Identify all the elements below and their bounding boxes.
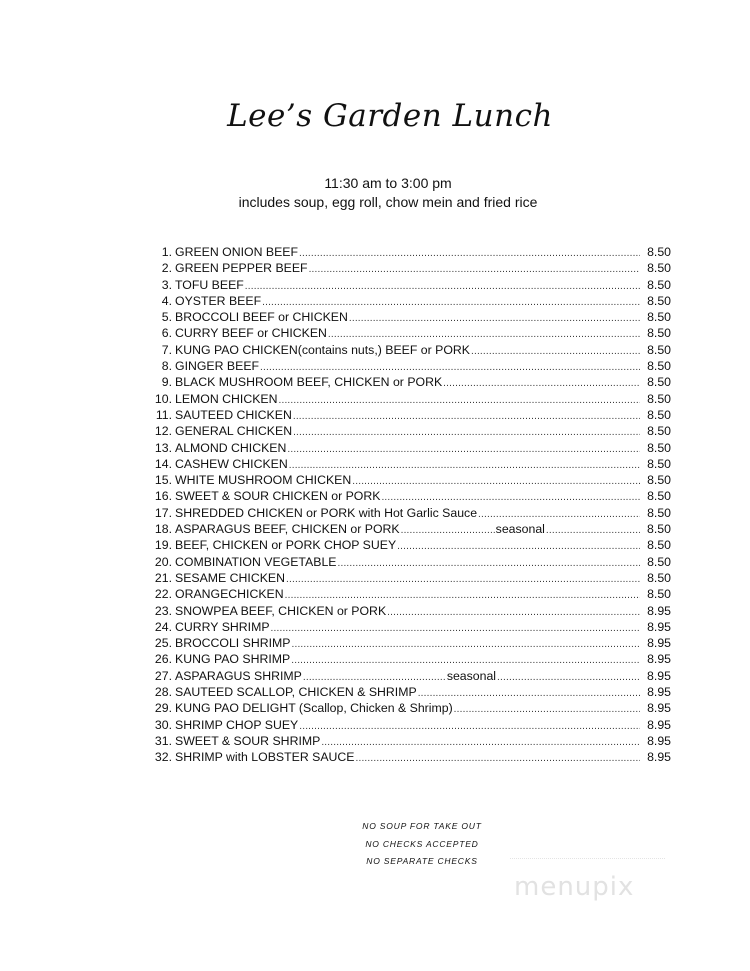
menu-item [148,651,671,667]
dot-leader [381,490,640,504]
menu-item [148,554,671,570]
menu-item-price: 8.50 [647,391,671,406]
menu-item-price: 8.50 [647,375,671,390]
watermark-rule [510,858,665,860]
menu-item-name: LEMON CHICKEN [175,391,278,406]
dot-leader [285,588,640,602]
menupix-watermark: menupix [514,872,635,902]
menu-item-price: 8.50 [647,245,671,259]
menu-item-price: 8.50 [647,456,671,471]
menu-item-number: 15. [154,473,172,488]
menu-item [148,260,671,276]
menu-item-name: CURRY SHRIMP [175,619,270,634]
menu-item [148,309,671,325]
dot-leader [321,735,640,749]
menu-item-price: 8.50 [647,293,671,308]
menu-item [148,293,671,309]
menu-item-name: SESAME CHICKEN [175,570,286,585]
dot-leader [352,474,640,488]
dot-leader [401,523,495,537]
menu-item [148,342,671,358]
menu-item [148,603,671,619]
menu-item-name: BROCCOLI SHRIMP [175,636,291,651]
menu-item-name: BLACK MUSHROOM BEEF, CHICKEN or PORK [175,375,443,390]
dot-leader [356,751,641,765]
menu-item-number: 11. [155,407,172,422]
lunch-includes: includes soup, egg roll, chow mein and fried rice [238,194,538,210]
dot-leader [454,702,640,716]
dot-leader [443,376,640,390]
menu-item-price: 8.50 [647,310,671,325]
dot-leader [328,327,640,341]
menu-item [148,488,671,504]
menu-item-name: SNOWPEA BEEF, CHICKEN or PORK [175,603,387,618]
menu-item [148,717,671,733]
menu-item-number: 8. [161,359,172,374]
menu-item-number: 23. [154,603,172,618]
menu-item-name: GENERAL CHICKEN [175,424,293,439]
menu-item-name: SWEET & SOUR CHICKEN or PORK [175,489,381,504]
menu-item-price: 8.50 [647,440,671,455]
menu-item-price: 8.95 [647,636,671,651]
menu-item [148,456,671,472]
menu-item-number: 13. [154,440,172,455]
dot-leader [293,425,640,439]
menu-item-number: 10. [154,391,172,406]
menu-item-number: 26. [154,652,172,667]
menu-item-name: ORANGECHICKEN [175,587,284,602]
dot-leader [309,262,640,276]
dot-leader [299,246,640,260]
menu-item [148,391,671,407]
menu-item-name: KUNG PAO DELIGHT (Scallop, Chicken & Shrimp) [175,701,453,716]
dot-leader [287,442,640,456]
menu-item-number: 5. [161,310,172,325]
menu-item [148,570,671,586]
menu-item-price: 8.95 [647,603,671,618]
dot-leader [349,311,640,325]
dot-leader [289,458,640,472]
menu-item-number: 19. [154,538,172,553]
menu-item [148,521,671,537]
menu-item-number: 4. [161,293,172,308]
menu-item [148,407,671,423]
menu-item [148,423,671,439]
menu-item [148,537,671,553]
menu-item-price: 8.50 [647,424,671,439]
menu-item-number: 12. [154,424,172,439]
menu-item-price: 8.50 [647,587,671,602]
menu-item-number: 9. [161,375,172,390]
menu-item [148,733,671,749]
dot-leader [471,344,640,358]
dot-leader [299,719,640,733]
dot-leader [291,637,640,651]
menu-item-name: SHRIMP with LOBSTER SAUCE [175,750,355,765]
menu-item-price: 8.50 [647,538,671,553]
dot-leader [387,605,640,619]
menu-item-name: SWEET & SOUR SHRIMP [175,733,321,748]
menu-item [148,586,671,602]
menu-item-number: 32. [154,750,172,765]
menu-item-price: 8.50 [647,505,671,520]
menu-item [148,684,671,700]
dot-leader [279,393,641,407]
menu-item [148,635,671,651]
menu-item-price: 8.95 [647,701,671,716]
menu-item-price: 8.95 [647,750,671,765]
menu-item-number: 18. [154,522,172,537]
menu-item [148,619,671,635]
menu-item-name: SAUTEED SCALLOP, CHICKEN & SHRIMP [175,685,417,700]
menu-item-name: OYSTER BEEF [175,293,262,308]
menu-item [148,358,671,374]
menu-item-price: 8.50 [647,489,671,504]
menu-item-price: 8.95 [647,619,671,634]
dot-leader [337,556,640,570]
dot-leader [303,670,446,684]
menu-item-price: 8.50 [647,473,671,488]
menu-item [148,505,671,521]
menu-item-number: 6. [161,326,172,341]
menu-item-name: KUNG PAO SHRIMP [175,652,291,667]
dot-leader [245,279,640,293]
menu-item-price: 8.50 [647,522,671,537]
menu-item [148,277,671,293]
menu-item-price: 8.50 [647,326,671,341]
menu-item-number: 24. [154,619,172,634]
menu-title: Lee’s Garden Lunch [227,98,553,134]
menu-item-name: SHRIMP CHOP SUEY [175,717,299,732]
menu-item [148,472,671,488]
menu-item-name: CASHEW CHICKEN [175,456,288,471]
menu-list [148,244,671,766]
menu-item-number: 1. [161,245,172,259]
policy-notes [300,818,544,871]
menu-item-name: ASPARAGUS BEEF, CHICKEN or PORK [175,522,400,537]
menu-item [148,244,671,260]
note-no-separate-checks: NO SEPARATE CHECKS [366,856,478,866]
dot-leader [291,653,640,667]
menu-item-number: 29. [154,701,172,716]
menu-item-name: CURRY BEEF or CHICKEN [175,326,327,341]
menu-item-number: 14. [154,456,172,471]
menu-item-price: 8.50 [647,570,671,585]
menu-item [148,374,671,390]
dot-leader [260,360,640,374]
menu-item-number: 25. [154,636,172,651]
dot-leader [271,621,640,635]
note-no-checks: NO CHECKS ACCEPTED [365,838,479,849]
menu-item-name: ASPARAGUS SHRIMP [175,668,302,683]
menu-item-note: seasonal [495,522,545,537]
dot-leader [497,670,640,684]
menu-item-name: SHREDDED CHICKEN or PORK with Hot Garlic Sauce [175,505,478,520]
menu-item-name: ALMOND CHICKEN [175,440,287,455]
dot-leader [293,409,640,423]
menu-item-price: 8.95 [647,733,671,748]
menu-item [148,325,671,341]
menu-item-price: 8.50 [647,359,671,374]
menu-item-number: 30. [154,717,172,732]
menu-item [148,700,671,716]
menu-item-number: 28. [154,685,172,700]
menu-item-name: WHITE MUSHROOM CHICKEN [175,473,352,488]
lunch-hours: 11:30 am to 3:00 pm [324,175,452,191]
menu-item-name: SAUTEED CHICKEN [175,407,292,422]
menu-item-name: BEEF, CHICKEN or PORK CHOP SUEY [175,538,397,553]
menu-item-name: GINGER BEEF [175,359,260,374]
menu-item-number: 27. [154,668,172,683]
dot-leader [546,523,640,537]
dot-leader [418,686,640,700]
menu-item-price: 8.50 [647,407,671,422]
menu-item-price: 8.50 [647,277,671,292]
dot-leader [397,539,640,553]
menu-item-name: COMBINATION VEGETABLE [175,554,337,569]
dot-leader [478,507,640,521]
menu-item-number: 21. [154,570,172,585]
note-no-soup-takeout: NO SOUP FOR TAKE OUT [362,821,482,831]
menu-item-price: 8.95 [647,652,671,667]
menu-item-price: 8.95 [647,668,671,683]
menu-item-number: 17. [154,505,172,520]
menu-item-note: seasonal [446,668,497,683]
menu-item-price: 8.50 [647,342,671,357]
menu-item-price: 8.95 [647,717,671,732]
dot-leader [262,295,640,309]
menu-item-name: TOFU BEEF [175,277,244,292]
menu-item-name: BROCCOLI BEEF or CHICKEN [175,310,348,325]
menu-item [148,668,671,684]
menu-item-price: 8.50 [647,261,671,276]
menu-item [148,749,671,765]
menu-item-price: 8.50 [647,554,671,569]
menu-item-number: 16. [154,489,172,504]
menu-item-name: GREEN ONION BEEF [175,245,298,259]
menu-item-name: KUNG PAO CHICKEN(contains nuts,) BEEF or PORK [175,342,470,357]
menu-item-number: 2. [161,261,172,276]
lunch-info [0,174,750,212]
dot-leader [286,572,640,586]
menu-item-number: 22. [154,587,172,602]
menu-item [148,440,671,456]
menu-item-number: 7. [161,342,172,357]
menu-item-name: GREEN PEPPER BEEF [175,261,308,276]
menu-item-number: 31. [154,733,172,748]
menu-item-number: 20. [154,554,172,569]
menu-item-price: 8.95 [647,685,671,700]
menu-item-number: 3. [161,277,172,292]
